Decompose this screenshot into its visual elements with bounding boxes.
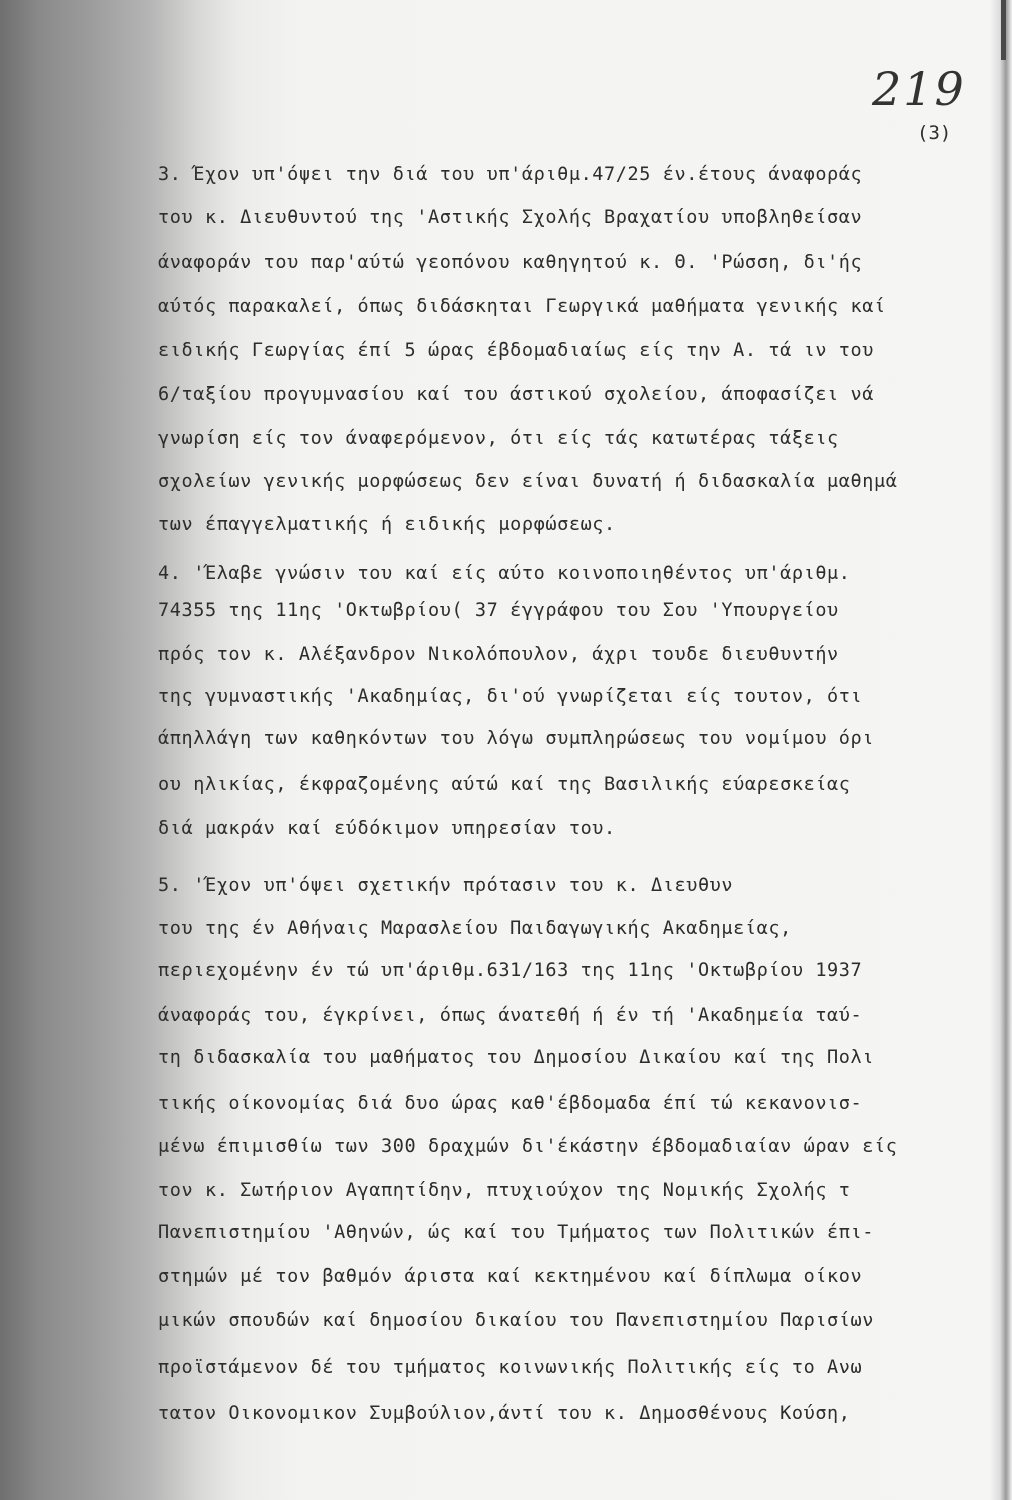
text-line: άπηλλάγη των καθηκόντων του λόγω συμπληρώσεως του νομίμου όρι — [158, 728, 875, 749]
text-line: άναφοράς του, έγκρίνει, όπως άνατεθή ή έν τή 'Ακαδημεία ταύ- — [158, 1005, 863, 1026]
text-line: τατον Οικονομικον Συμβούλιον,άντί του κ. Δημοσθένους Κούση, — [158, 1403, 851, 1424]
text-line: ου ηλικίας, έκφραζομένης αύτώ καί της Βασιλικής εύαρεσκείας — [158, 774, 851, 795]
text-line: 4. 'Έλαβε γνώσιν του καί είς αύτο κοινοποιηθέντος υπ'άριθμ. — [158, 563, 851, 584]
text-line: 74355 της 11ης 'Οκτωβρίου( 37 έγγράφου του Σου 'Υπουργείου — [158, 600, 839, 621]
handwritten-page-number: 219 — [872, 62, 966, 116]
page-edge-shadow — [990, 0, 1012, 1500]
text-line: του της έν Αθήναις Μαρασλείου Παιδαγωγικής Ακαδημείας, — [158, 918, 792, 939]
text-line: πρός τον κ. Αλέξανδρον Νικολόπουλον, άχρι τουδε διευθυντήν — [158, 644, 839, 665]
text-line: 6/ταξίου προγυμνασίου καί του άστικού σχολείου, άποφασίζει νά — [158, 384, 875, 405]
text-line: γνωρίση είς τον άναφερόμενον, ότι είς τάς κατωτέρας τάξεις — [158, 428, 839, 449]
text-line: 3. Έχον υπ'όψει την διά του υπ'άριθμ.47/25 έν.έτους άναφοράς — [158, 164, 863, 185]
text-line: του κ. Διευθυντού της 'Αστικής Σχολής Βραχατίου υποβληθείσαν — [158, 207, 863, 228]
text-line: σχολείων γενικής μορφώσεως δεν είναι δυνατή ή διδασκαλία μαθημά — [158, 471, 898, 492]
text-line: προϊστάμενον δέ του τμήματος κοινωνικής Πολιτικής είς το Ανω — [158, 1357, 863, 1378]
text-line: στημών μέ τον βαθμόν άριστα καί κεκτημένου καί δίπλωμα οίκον — [158, 1266, 863, 1287]
text-line: μένω έπιμισθίω των 300 δραχμών δι'έκάστην έβδομαδιαίαν ώραν είς — [158, 1136, 898, 1157]
text-line: τη διδασκαλία του μαθήματος του Δημοσίου Δικαίου καί της Πολι — [158, 1047, 875, 1068]
text-line: Πανεπιστημίου 'Αθηνών, ώς καί του Τμήματος των Πολιτικών έπι- — [158, 1222, 875, 1243]
typed-page-number: (3) — [917, 122, 952, 144]
text-line: 5. 'Έχον υπ'όψει σχετικήν πρότασιν του κ. Διευθυν — [158, 875, 734, 896]
text-line: αύτός παρακαλεί, όπως διδάσκηται Γεωργικά μαθήματα γενικής καί — [158, 296, 886, 317]
text-line: μικών σπουδών καί δημοσίου δικαίου του Πανεπιστημίου Παρισίων — [158, 1310, 875, 1331]
text-line: τικής οίκονομίας διά δυο ώρας καθ'έβδομαδα έπί τώ κεκανονισ- — [158, 1093, 863, 1114]
page-edge-mark — [1001, 0, 1006, 60]
text-line: περιεχομένην έν τώ υπ'άριθμ.631/163 της 11ης 'Οκτωβρίου 1937 — [158, 960, 863, 981]
text-line: ειδικής Γεωργίας έπί 5 ώρας έβδομαδιαίως είς την Α. τά ιν του — [158, 340, 875, 361]
text-line: της γυμναστικής 'Ακαδημίας, δι'ού γνωρίζεται είς τουτον, ότι — [158, 686, 863, 707]
text-line: άναφοράν του παρ'αύτώ γεοπόνου καθηγητού κ. Θ. 'Ρώσση, δι'ής — [158, 252, 863, 273]
text-line: των έπαγγελματικής ή ειδικής μορφώσεως. — [158, 514, 616, 535]
text-line: διά μακράν καί εύδόκιμον υπηρεσίαν του. — [158, 818, 616, 839]
text-line: τον κ. Σωτήριον Αγαπητίδην, πτυχιούχον της Νομικής Σχολής τ — [158, 1180, 851, 1201]
